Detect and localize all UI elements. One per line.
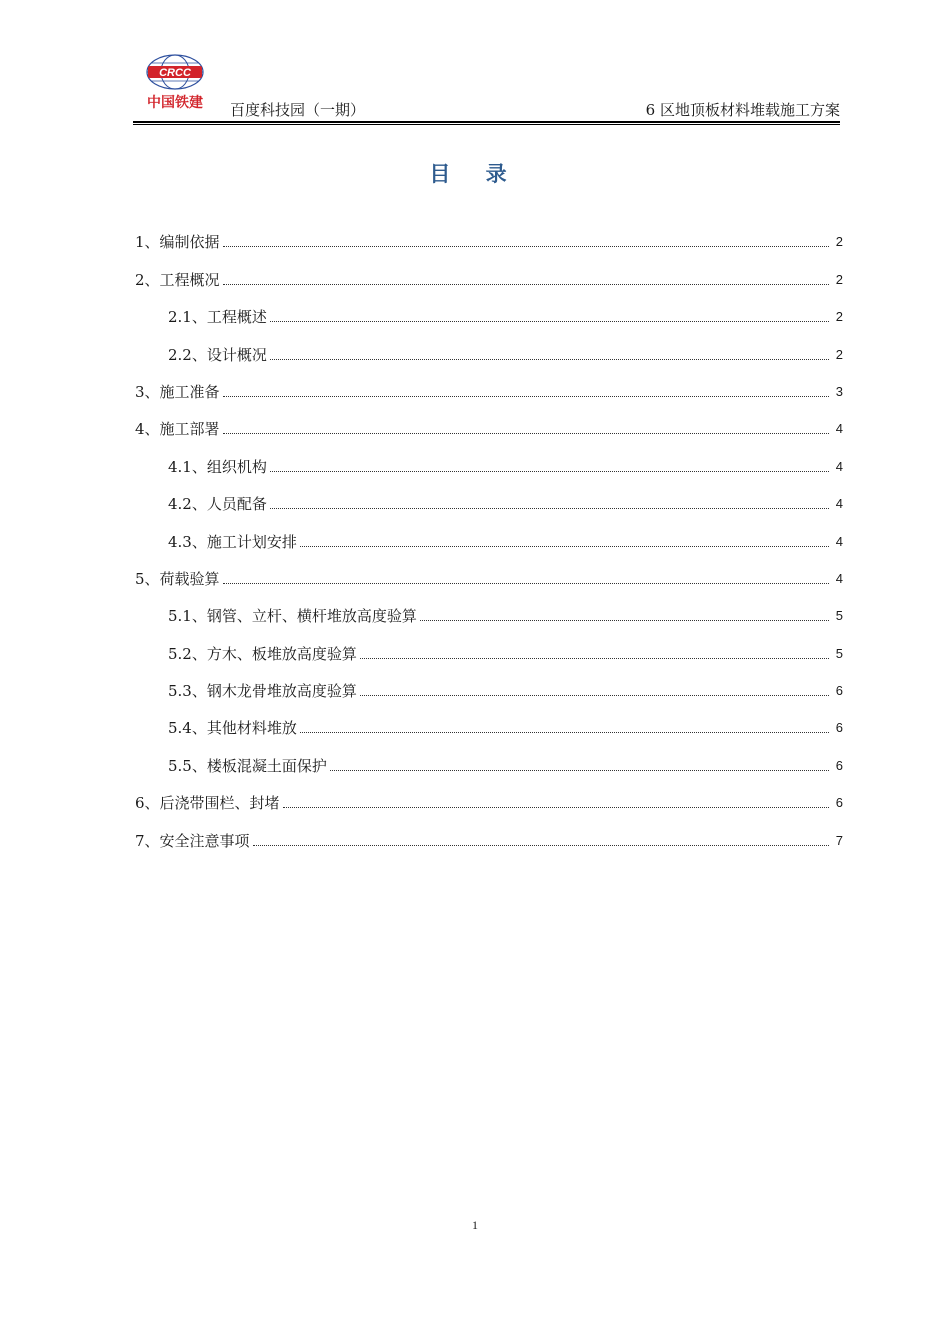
toc-entry[interactable] [135,439,843,476]
header-rule-thin [133,124,840,125]
toc-leader-dots [270,359,829,360]
toc-entry-label: 4、施工部署 [135,420,220,439]
toc-entry-label: 2、工程概况 [135,270,220,289]
toc-entry-label: 5.4、其他材料堆放 [168,719,297,738]
toc-entry-label: 2.1、工程概述 [168,308,267,327]
toc-leader-dots [223,433,829,434]
toc-leader-dots [420,620,829,621]
toc-leader-dots [223,396,829,397]
header-document-title: 6 区地顶板材料堆载施工方案 [645,101,840,119]
toc-leader-dots [270,471,829,472]
toc-leader-dots [283,807,829,808]
toc-entry-page: 4 [835,458,843,474]
toc-entry[interactable] [135,552,843,589]
header-project-title: 百度科技园（一期） [230,101,366,119]
toc-entry-page: 5 [835,608,843,624]
toc-entry-label: 2.2、设计概况 [168,345,267,364]
toc-entry-page: 4 [835,421,843,437]
toc-entry[interactable] [135,664,843,701]
svg-text:CRCC: CRCC [159,67,191,79]
svg-text:中国铁建: 中国铁建 [147,95,203,111]
toc-entry-page: 2 [835,309,843,325]
company-logo [136,52,214,114]
header-rule [133,121,840,123]
toc-entry-label: 6、后浇带围栏、封堵 [135,794,280,813]
toc-entry-page: 4 [835,533,843,549]
toc-leader-dots [330,770,829,771]
toc-leader-dots [223,246,829,247]
toc-leader-dots [223,284,829,285]
toc-leader-dots [270,321,829,322]
toc-entry[interactable] [135,514,843,551]
toc-entry[interactable] [135,626,843,663]
toc-leader-dots [360,658,829,659]
toc-entry-label: 4.3、施工计划安排 [168,532,297,551]
toc-entry-page: 7 [835,832,843,848]
toc-entry-page: 3 [835,383,843,399]
toc-entry-page: 4 [835,570,843,586]
toc-entry-page: 5 [835,645,843,661]
toc-entry-page: 2 [835,346,843,362]
toc-entry[interactable] [135,776,843,813]
toc-entry[interactable] [135,701,843,738]
toc-title: 目 录 [429,161,521,186]
toc-entry-page: 6 [835,795,843,811]
page-number: 1 [472,1218,478,1232]
table-of-contents [135,215,843,851]
toc-entry[interactable] [135,738,843,775]
toc-entry-page: 4 [835,496,843,512]
toc-entry[interactable] [135,402,843,439]
toc-leader-dots [300,732,829,733]
toc-entry-label: 5.5、楼板混凝土面保护 [168,756,327,775]
toc-leader-dots [360,695,829,696]
toc-entry-page: 6 [835,720,843,736]
toc-entry[interactable] [135,813,843,850]
toc-entry[interactable] [135,327,843,364]
toc-entry-label: 4.2、人员配备 [168,495,267,514]
toc-entry[interactable] [135,477,843,514]
page-header [133,50,840,124]
toc-entry-page: 2 [835,271,843,287]
toc-entry[interactable] [135,290,843,327]
toc-leader-dots [300,546,829,547]
toc-leader-dots [270,508,829,509]
toc-entry[interactable] [135,252,843,289]
toc-entry-page: 6 [835,757,843,773]
toc-entry-label: 1、编制依据 [135,233,220,252]
toc-entry-label: 4.1、组织机构 [168,457,267,476]
toc-entry-label: 5.2、方木、板堆放高度验算 [168,644,357,663]
toc-entry-label: 5.1、钢管、立杆、横杆堆放高度验算 [168,607,417,626]
toc-entry[interactable] [135,589,843,626]
toc-leader-dots [253,845,829,846]
toc-entry-label: 5.3、钢木龙骨堆放高度验算 [168,682,357,701]
toc-entry-label: 3、施工准备 [135,382,220,401]
toc-entry-page: 6 [835,683,843,699]
toc-entry-label: 5、荷载验算 [135,569,220,588]
toc-entry[interactable] [135,215,843,252]
toc-entry[interactable] [135,365,843,402]
toc-entry-label: 7、安全注意事项 [135,831,250,850]
toc-leader-dots [223,583,829,584]
toc-entry-page: 2 [835,234,843,250]
